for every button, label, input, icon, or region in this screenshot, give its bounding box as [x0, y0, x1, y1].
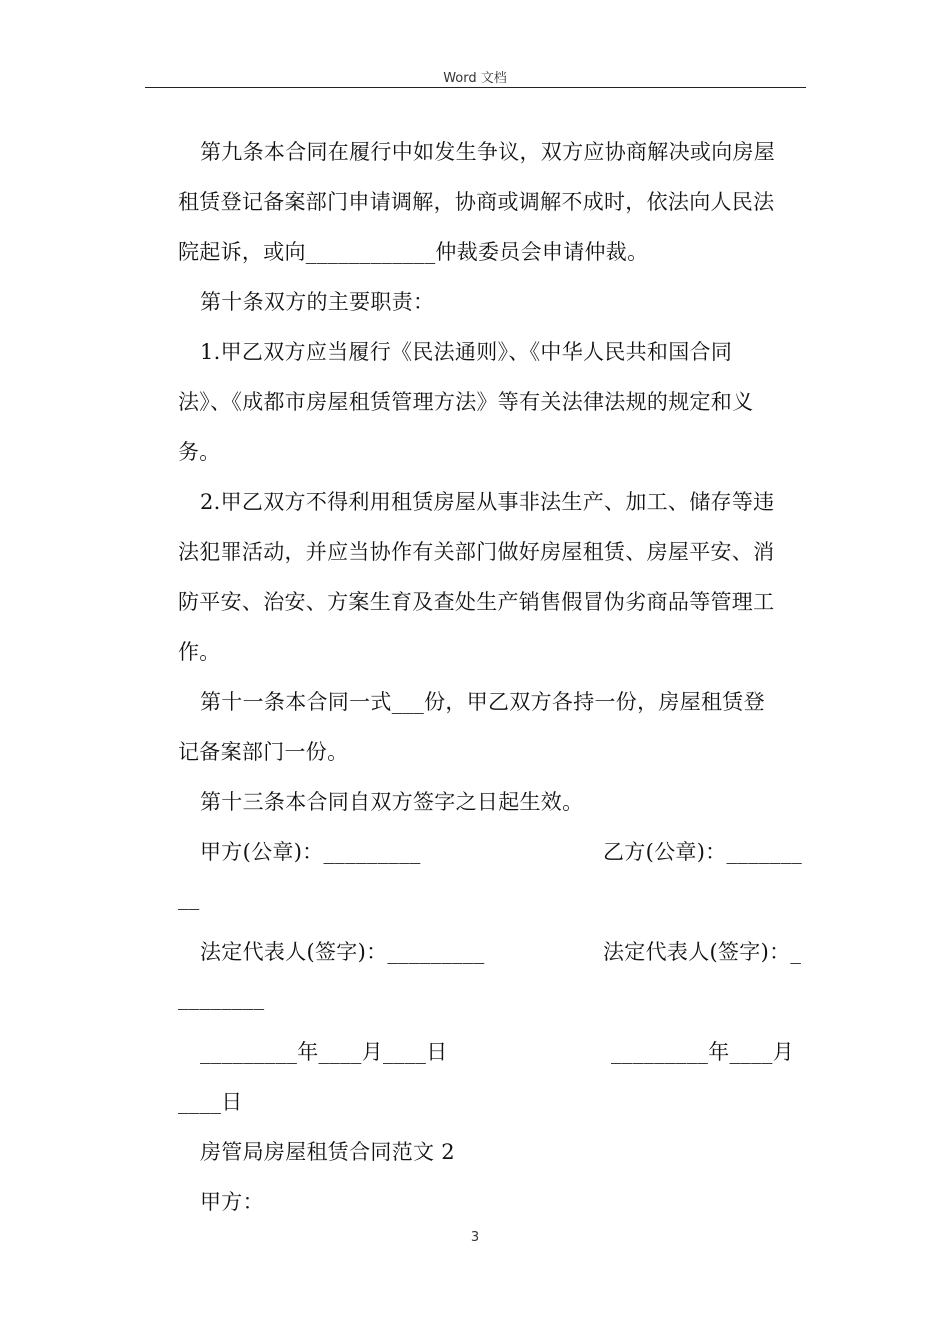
body-line: 第十条双方的主要职责：: [200, 290, 435, 314]
body-line: 1.甲乙双方应当履行《民法通则》、《中华人民共和国合同: [200, 340, 733, 364]
party-b-representative: 法定代表人(签字)：_: [603, 940, 802, 964]
body-line: 2.甲乙双方不得利用租赁房屋从事非法生产、加工、储存等违: [200, 490, 775, 514]
party-b-seal: 乙方(公章)：_______: [603, 840, 803, 864]
next-contract-title: 房管局房屋租赁合同范文 2: [200, 1140, 455, 1164]
party-b-representative-continued: ________: [178, 986, 265, 1010]
body-line: 防平安、治安、方案生育及查处生产销售假冒伪劣商品等管理工: [178, 590, 775, 614]
next-party-label: 甲方：: [200, 1190, 264, 1214]
body-line: 法》、《成都市房屋租赁管理方法》等有关法律法规的规定和义: [178, 390, 754, 414]
body-line: 租赁登记备案部门申请调解，协商或调解不成时，依法向人民法: [178, 190, 775, 214]
party-a-seal: 甲方(公章)：_________: [200, 840, 421, 864]
body-line: 记备案部门一份。: [178, 740, 349, 764]
body-line: 第十三条本合同自双方签字之日起生效。: [200, 790, 584, 814]
body-line: 第九条本合同在履行中如发生争议，双方应协商解决或向房屋: [200, 140, 776, 164]
header-rule: [145, 87, 806, 88]
body-line: 第十一条本合同一式___份，甲乙双方各持一份，房屋租赁登: [200, 690, 765, 714]
party-a-date: _________年____月____日: [200, 1040, 448, 1064]
body-line: 院起诉，或向____________仲裁委员会申请仲裁。: [178, 240, 649, 264]
body-line: 务。: [178, 440, 221, 464]
body-line: 作。: [178, 640, 221, 664]
party-b-seal-continued: __: [178, 886, 200, 910]
page-header: Word 文档: [443, 71, 507, 86]
party-b-date: _________年____月: [611, 1040, 794, 1064]
body-line: 法犯罪活动，并应当协作有关部门做好房屋租赁、房屋平安、消: [178, 540, 775, 564]
party-b-date-continued: ____日: [178, 1090, 243, 1114]
page-number: 3: [470, 1230, 480, 1245]
party-a-representative: 法定代表人(签字)：_________: [200, 940, 485, 964]
